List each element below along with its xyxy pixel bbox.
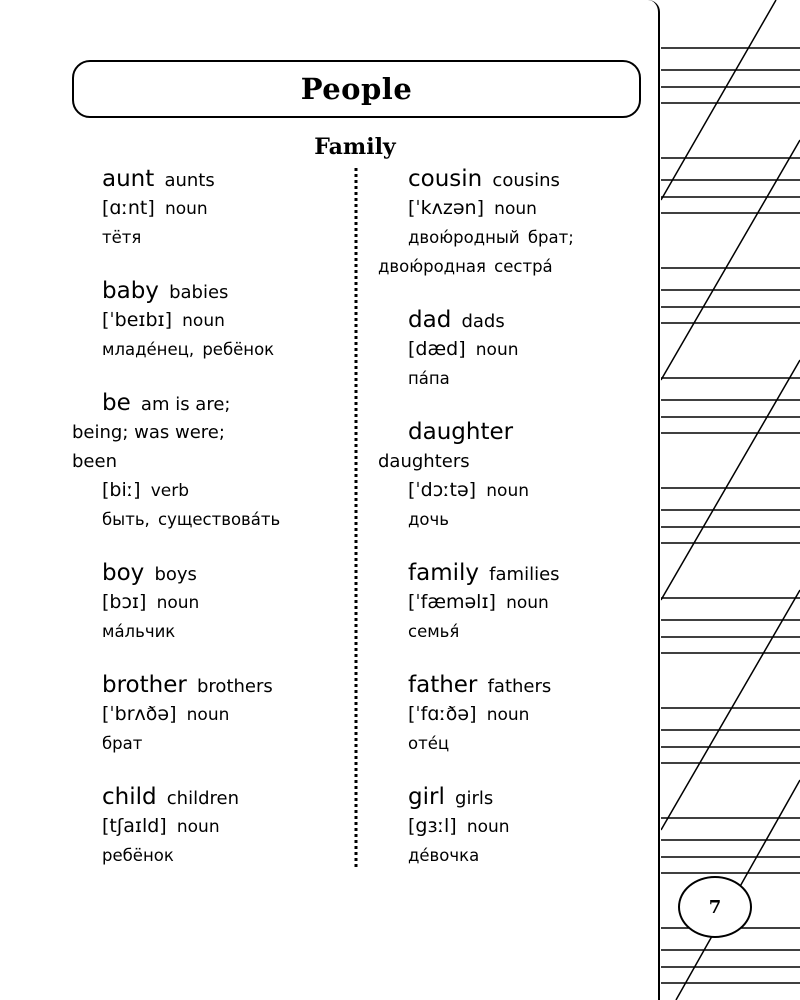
entry-family	[378, 559, 640, 646]
part-of-speech: noun	[486, 705, 530, 725]
translation: ребёнок	[102, 846, 174, 865]
pronunciation: [biː]	[102, 479, 141, 501]
horizontal-rules	[661, 48, 800, 983]
pronunciation: [ɑːnt]	[102, 197, 155, 219]
headword: dad	[408, 307, 452, 333]
pronunciation: [ˈdɔːtə]	[408, 479, 477, 501]
word-forms: girls	[455, 788, 494, 809]
word-forms: children	[166, 788, 240, 809]
pronunciation: [ˈbeɪbɪ]	[102, 309, 172, 331]
part-of-speech: noun	[156, 593, 200, 613]
part-of-speech: noun	[506, 593, 549, 613]
part-of-speech: noun	[176, 817, 220, 837]
headword: aunt	[102, 166, 155, 192]
entry-dad	[378, 306, 640, 393]
translation: брат	[102, 734, 143, 753]
word-forms: dads	[461, 311, 505, 332]
word-forms-continued: being; was were;	[72, 422, 225, 443]
word-forms: am is are;	[140, 394, 231, 415]
page-number: 7	[678, 876, 752, 938]
headword: father	[408, 672, 478, 698]
page-title: People	[300, 72, 413, 106]
part-of-speech: verb	[150, 481, 190, 501]
word-forms: families	[489, 564, 560, 585]
entry-be	[72, 389, 334, 534]
translation-continued: двою́родная сестра́	[378, 257, 553, 276]
word-forms: cousins	[492, 170, 560, 191]
translation: ма́льчик	[102, 622, 176, 641]
pronunciation: [ˈfæməlɪ]	[408, 591, 496, 613]
headword: be	[102, 390, 131, 416]
headword: daughter	[408, 419, 514, 445]
translation: па́па	[408, 369, 450, 388]
entry-daughter	[378, 418, 640, 534]
word-forms-continued: been	[72, 451, 117, 472]
translation: дочь	[408, 510, 449, 529]
part-of-speech: noun	[466, 817, 510, 837]
headword: boy	[102, 560, 145, 586]
decorative-lined-margin	[661, 0, 800, 1000]
headword: child	[102, 784, 157, 810]
part-of-speech: noun	[182, 311, 225, 331]
headword: baby	[102, 278, 159, 304]
pronunciation: [gɜːl]	[408, 815, 457, 837]
part-of-speech: noun	[186, 705, 230, 725]
word-forms: boys	[154, 564, 197, 585]
translation: де́вочка	[408, 846, 480, 865]
pronunciation: [dæd]	[408, 338, 466, 360]
part-of-speech: noun	[486, 481, 529, 501]
section-heading: Family	[314, 134, 396, 160]
headword: girl	[408, 784, 445, 810]
translation: семья́	[408, 622, 460, 641]
headword: cousin	[408, 166, 483, 192]
word-forms: brothers	[197, 676, 273, 697]
word-forms: babies	[169, 282, 229, 303]
diagonal-strokes	[661, 0, 800, 1000]
part-of-speech: noun	[475, 340, 519, 360]
part-of-speech: noun	[164, 199, 208, 219]
entry-child	[72, 783, 334, 870]
entry-brother	[72, 671, 334, 758]
word-forms: daughters	[378, 451, 470, 472]
headword: brother	[102, 672, 187, 698]
pronunciation: [bɔɪ]	[102, 591, 147, 613]
entry-father	[378, 671, 640, 758]
title-banner	[72, 60, 641, 118]
entry-girl	[378, 783, 640, 870]
entry-aunt	[72, 165, 334, 252]
pronunciation: [ˈkʌzən]	[408, 197, 484, 219]
translation: оте́ц	[408, 734, 450, 753]
entry-boy	[72, 559, 334, 646]
word-forms: fathers	[487, 676, 552, 697]
translation: двою́родный брат;	[408, 228, 574, 247]
pronunciation: [ˈbrʌðə]	[102, 703, 177, 725]
pronunciation: [tʃaɪld]	[102, 815, 167, 837]
part-of-speech: noun	[494, 199, 537, 219]
pronunciation: [ˈfɑːðə]	[408, 703, 477, 725]
word-forms: aunts	[164, 170, 215, 191]
entry-baby	[72, 277, 334, 364]
column-divider	[354, 168, 358, 870]
entry-cousin	[378, 165, 640, 281]
translation: тётя	[102, 228, 142, 247]
translation: быть, существова́ть	[102, 510, 281, 529]
headword: family	[408, 560, 479, 586]
translation: младе́нец, ребёнок	[102, 340, 275, 359]
